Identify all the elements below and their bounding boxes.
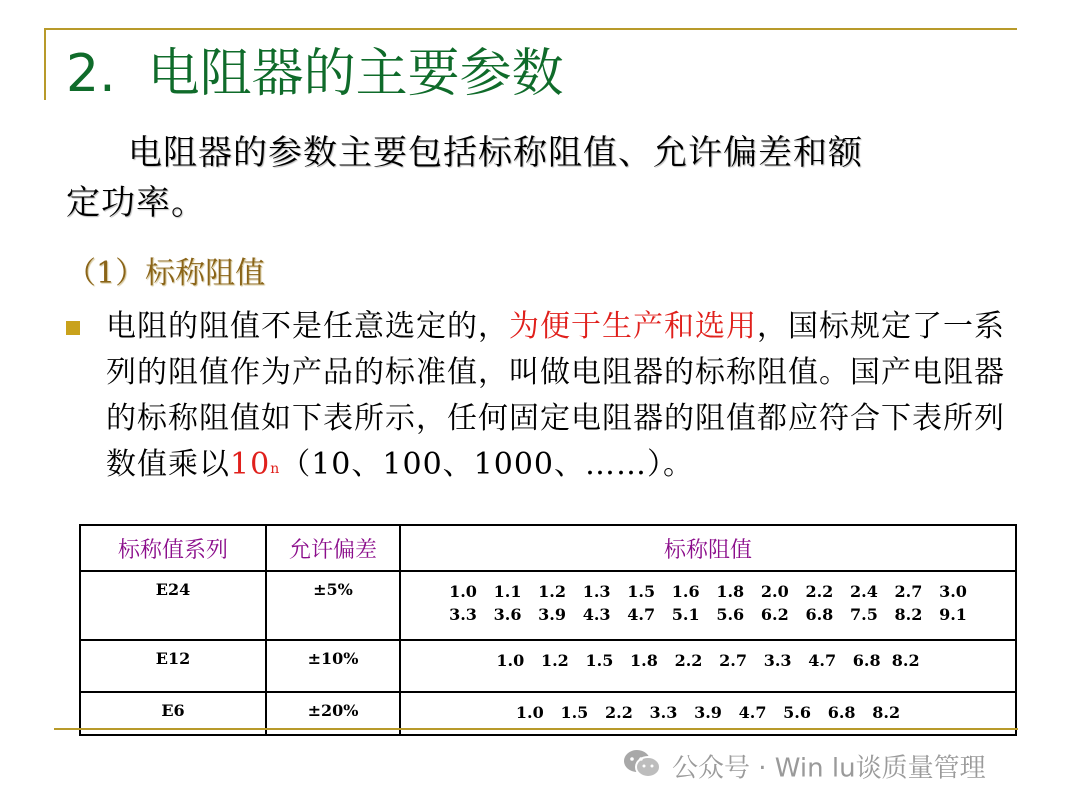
- subheading: （1）标称阻值: [66, 256, 266, 291]
- values-line: 1.0 1.1 1.2 1.3 1.5 1.6 1.8 2.0 2.2 2.4 2.7 3.0: [449, 582, 967, 601]
- slide-title: [66, 38, 564, 110]
- footer-watermark: [622, 748, 986, 790]
- wechat-icon: [622, 748, 662, 790]
- intro-line-1: 电阻器的参数主要包括标称阻值、允许偏差和额: [128, 133, 863, 173]
- tolerance-cell: ±5%: [266, 571, 400, 640]
- title-text: 电阻器的主要参数: [147, 44, 564, 104]
- nominal-values-table: [79, 524, 1017, 736]
- table-header-row: [80, 525, 1016, 571]
- footer-text: 公众号 · Win lu谈质量管理: [672, 753, 986, 784]
- header-series: 标称值系列: [80, 525, 266, 571]
- table-row: [80, 571, 1016, 640]
- intro-paragraph: [66, 128, 1016, 228]
- values-line: 3.3 3.6 3.9 4.3 4.7 5.1 5.6 6.2 6.8 7.5 8.2 9.1: [449, 605, 967, 624]
- body-paragraph: [106, 304, 1016, 488]
- power-base: 10: [230, 447, 271, 482]
- title-number: 2.: [66, 44, 116, 104]
- values-cell: [400, 571, 1016, 640]
- header-tolerance: 允许偏差: [266, 525, 400, 571]
- top-accent-line: [44, 28, 1017, 30]
- series-cell: E6: [80, 692, 266, 735]
- intro-line-2: 定功率。: [66, 183, 206, 223]
- bottom-accent-line: [54, 728, 1018, 730]
- header-nominal-values: 标称阻值: [400, 525, 1016, 571]
- bullet-square-icon: [66, 321, 80, 335]
- values-line: 1.0 1.5 2.2 3.3 3.9 4.7 5.6 6.8 8.2: [515, 703, 901, 722]
- table-row: [80, 640, 1016, 692]
- series-cell: E24: [80, 571, 266, 640]
- values-cell: [400, 640, 1016, 692]
- para-highlight: 为便于生产和选用: [509, 309, 757, 344]
- para-part-2: ，国标规定了一系列的阻值作为产品的标准值，叫做电阻器的标称阻值。国产电阻器的标称阻值如下表所示，任何固定电阻器的阻值都应符合下表所列数值乘以: [106, 309, 1005, 482]
- tolerance-cell: ±20%: [266, 692, 400, 735]
- para-part-1: 电阻的阻值不是任意选定的，: [106, 309, 509, 344]
- series-cell: E12: [80, 640, 266, 692]
- left-accent-line: [44, 28, 46, 100]
- power-exponent: n: [270, 461, 281, 477]
- values-line: 1.0 1.2 1.5 1.8 2.2 2.7 3.3 4.7 6.8 8.2: [496, 651, 920, 670]
- tolerance-cell: ±10%: [266, 640, 400, 692]
- para-part-3: （10、100、1000、……）。: [280, 447, 695, 482]
